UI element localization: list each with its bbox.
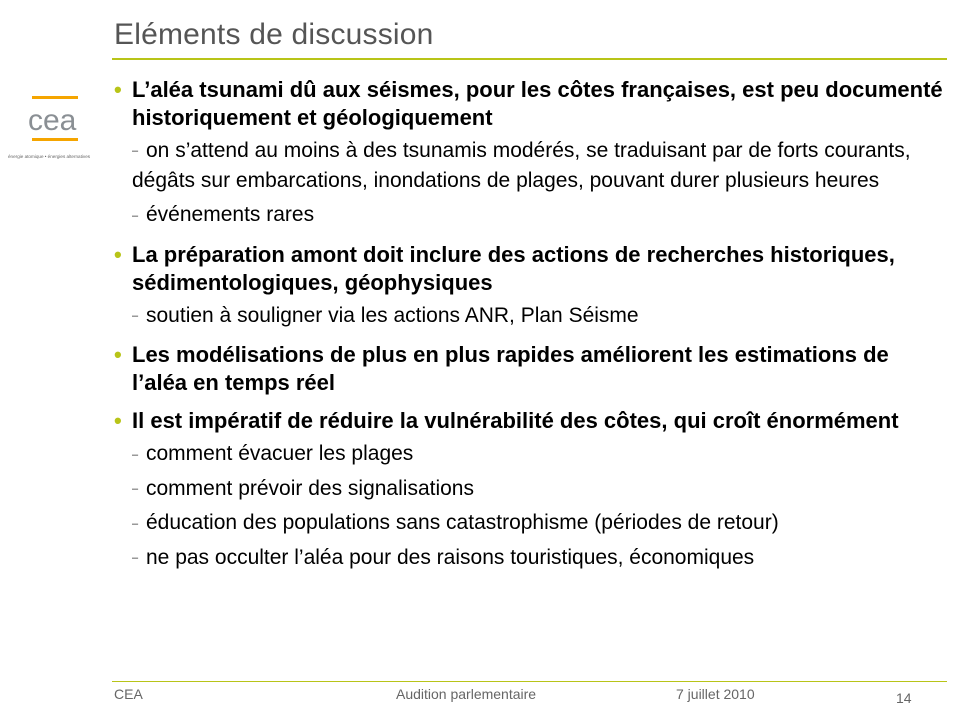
- footer-rule: [112, 681, 947, 682]
- dash-marker: –: [132, 517, 139, 530]
- sub-item: [132, 474, 944, 504]
- sub-item: [132, 200, 944, 230]
- bullet-text: La préparation amont doit inclure des actions de recherches historiques, sédimentologiques, géophysiques: [132, 241, 895, 295]
- sub-item: [132, 439, 944, 469]
- page-number: 14: [896, 690, 912, 706]
- bullet-text: Il est impératif de réduire la vulnérabilité des côtes, qui croît énormément: [132, 408, 899, 434]
- dash-marker: –: [132, 552, 139, 565]
- sub-item: [132, 136, 944, 196]
- sub-text: éducation des populations sans catastrophisme (périodes de retour): [146, 511, 779, 535]
- bullet-item: [114, 76, 944, 231]
- slide-title: Eléments de discussion: [114, 18, 434, 51]
- sub-text: on s’attend au moins à des tsunamis modérés, se traduisant par de forts courants, dégâts sur embarcations, inondations de plages, pouvant durer plusieurs heures: [132, 139, 911, 193]
- sub-text: comment prévoir des signalisations: [146, 476, 474, 500]
- footer-organization: CEA: [114, 686, 143, 702]
- sub-text: événements rares: [146, 203, 315, 227]
- sub-item: [132, 508, 944, 538]
- sub-text: soutien à souligner via les actions ANR, Plan Séisme: [146, 303, 639, 327]
- bullet-marker: •: [114, 408, 122, 434]
- cea-logo: [8, 92, 108, 168]
- logo-tagline: énergie atomique • énergies alternatives: [8, 154, 91, 159]
- title-underline: [112, 58, 947, 60]
- logo-wordmark: cea: [28, 104, 77, 137]
- bullet-item: [114, 241, 944, 331]
- sub-item: [132, 543, 944, 573]
- dash-marker: –: [132, 448, 139, 461]
- footer-date: 7 juillet 2010: [676, 686, 755, 702]
- bullet-text: Les modélisations de plus en plus rapides améliorent les estimations de l’aléa en temps réel: [132, 342, 889, 396]
- dash-marker: –: [132, 145, 139, 158]
- bullet-item: [114, 407, 944, 573]
- bullet-item: [114, 341, 944, 397]
- sub-text: ne pas occulter l’aléa pour des raisons touristiques, économiques: [146, 545, 755, 569]
- sub-item: [132, 301, 944, 331]
- bullet-marker: •: [114, 342, 122, 368]
- footer-event: Audition parlementaire: [396, 686, 537, 702]
- dash-marker: –: [132, 209, 139, 222]
- dash-marker: –: [132, 483, 139, 496]
- bullet-marker: •: [114, 77, 122, 102]
- dash-marker: –: [132, 310, 139, 323]
- bullet-marker: •: [114, 241, 122, 267]
- sub-text: comment évacuer les plages: [146, 442, 414, 466]
- slide-content: [114, 76, 944, 573]
- bullet-text: L’aléa tsunami dû aux séismes, pour les côtes françaises, est peu documenté historiquement et géologiquement: [132, 77, 943, 130]
